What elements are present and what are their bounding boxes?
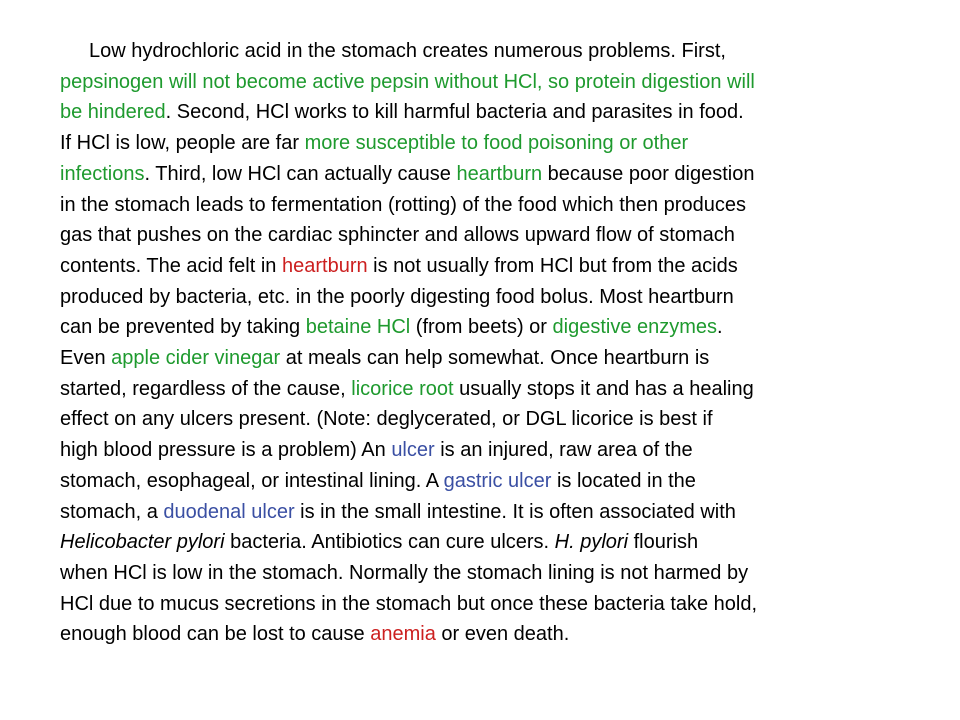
text-segment: bacteria. Antibiotics can cure ulcers. — [224, 531, 555, 554]
text-segment: is an injured, raw area of the — [434, 439, 693, 462]
text-segment: usually stops it and has a healing — [453, 377, 754, 400]
text-segment: effect on any ulcers present. (Note: deglycerated, or DGL licorice is best if — [60, 408, 713, 431]
text-segment: Low hydrochloric acid in the stomach creates numerous problems. First, — [89, 40, 726, 62]
text-segment: HCl due to mucus secretions in the stomach but once these bacteria take hold, — [60, 592, 758, 615]
text-line — [60, 282, 940, 313]
highlighted-term: ulcer — [391, 439, 435, 462]
highlighted-term: heartburn — [281, 254, 368, 277]
highlighted-term: heartburn — [456, 162, 543, 185]
highlighted-term: anemia — [370, 623, 436, 646]
text-segment: . Second, HCl works to kill harmful bacteria and parasites in food. — [165, 101, 744, 124]
text-line — [60, 497, 940, 528]
text-segment: in the stomach leads to fermentation (rotting) of the food which then produces — [60, 193, 746, 216]
text-line — [60, 619, 940, 650]
text-line — [60, 128, 940, 159]
body-paragraph — [60, 36, 940, 650]
text-segment: . Third, low HCl can actually cause — [144, 162, 457, 185]
text-line — [60, 36, 940, 67]
text-segment: when HCl is low in the stomach. Normally the stomach lining is not harmed by — [60, 561, 749, 584]
text-line — [60, 343, 940, 374]
text-segment: is in the small intestine. It is often associated with — [294, 500, 736, 523]
text-line — [60, 251, 940, 282]
text-segment: If HCl is low, people are far — [60, 132, 305, 155]
text-line — [60, 374, 940, 405]
text-segment: can be prevented by taking — [60, 316, 306, 339]
text-segment: or even death. — [435, 623, 570, 646]
text-line — [60, 558, 940, 589]
text-segment: enough blood can be lost to cause — [60, 623, 371, 646]
text-segment: started, regardless of the cause, — [60, 377, 352, 400]
text-segment: because poor digestion — [542, 162, 755, 185]
text-line — [60, 435, 940, 466]
text-line — [60, 312, 940, 343]
text-segment: is not usually from HCl but from the acids — [367, 254, 738, 277]
text-segment: flourish — [628, 531, 699, 554]
text-segment: stomach, a — [60, 500, 164, 523]
text-segment: contents. The acid felt in — [60, 254, 282, 277]
text-segment: . — [717, 316, 723, 339]
text-line — [60, 159, 940, 190]
text-line — [60, 190, 940, 221]
text-line — [60, 466, 940, 497]
text-segment: produced by bacteria, etc. in the poorly digesting food bolus. Most heartburn — [60, 285, 734, 308]
text-line — [60, 589, 940, 620]
text-segment: (from beets) or — [410, 316, 553, 339]
text-segment: gas that pushes on the cardiac sphincter and allows upward flow of stomach — [60, 224, 735, 247]
highlighted-term: more susceptible to food poisoning or other — [304, 132, 689, 155]
highlighted-term: digestive enzymes — [552, 316, 718, 339]
text-segment: is located in the — [551, 469, 696, 492]
highlighted-term: apple cider vinegar — [111, 347, 281, 370]
highlighted-term: gastric ulcer — [443, 469, 552, 492]
text-segment: high blood pressure is a problem) An — [60, 439, 392, 462]
text-line — [60, 527, 940, 558]
italic-term: H. pylori — [554, 531, 629, 554]
text-line — [60, 220, 940, 251]
highlighted-term: infections — [60, 162, 145, 185]
text-line — [60, 67, 940, 98]
highlighted-term: betaine HCl — [305, 316, 411, 339]
text-line — [60, 97, 940, 128]
highlighted-term: pepsinogen will not become active pepsin without HCl, so protein digestion will — [60, 70, 755, 93]
text-segment: at meals can help somewhat. Once heartburn is — [280, 347, 710, 370]
highlighted-term: be hindered — [60, 101, 166, 124]
highlighted-term: licorice root — [351, 377, 454, 400]
italic-term: Helicobacter pylori — [60, 531, 225, 554]
text-segment: Even — [60, 347, 112, 370]
highlighted-term: duodenal ulcer — [163, 500, 295, 523]
text-segment: stomach, esophageal, or intestinal lining. A — [60, 469, 444, 492]
text-line — [60, 404, 940, 435]
